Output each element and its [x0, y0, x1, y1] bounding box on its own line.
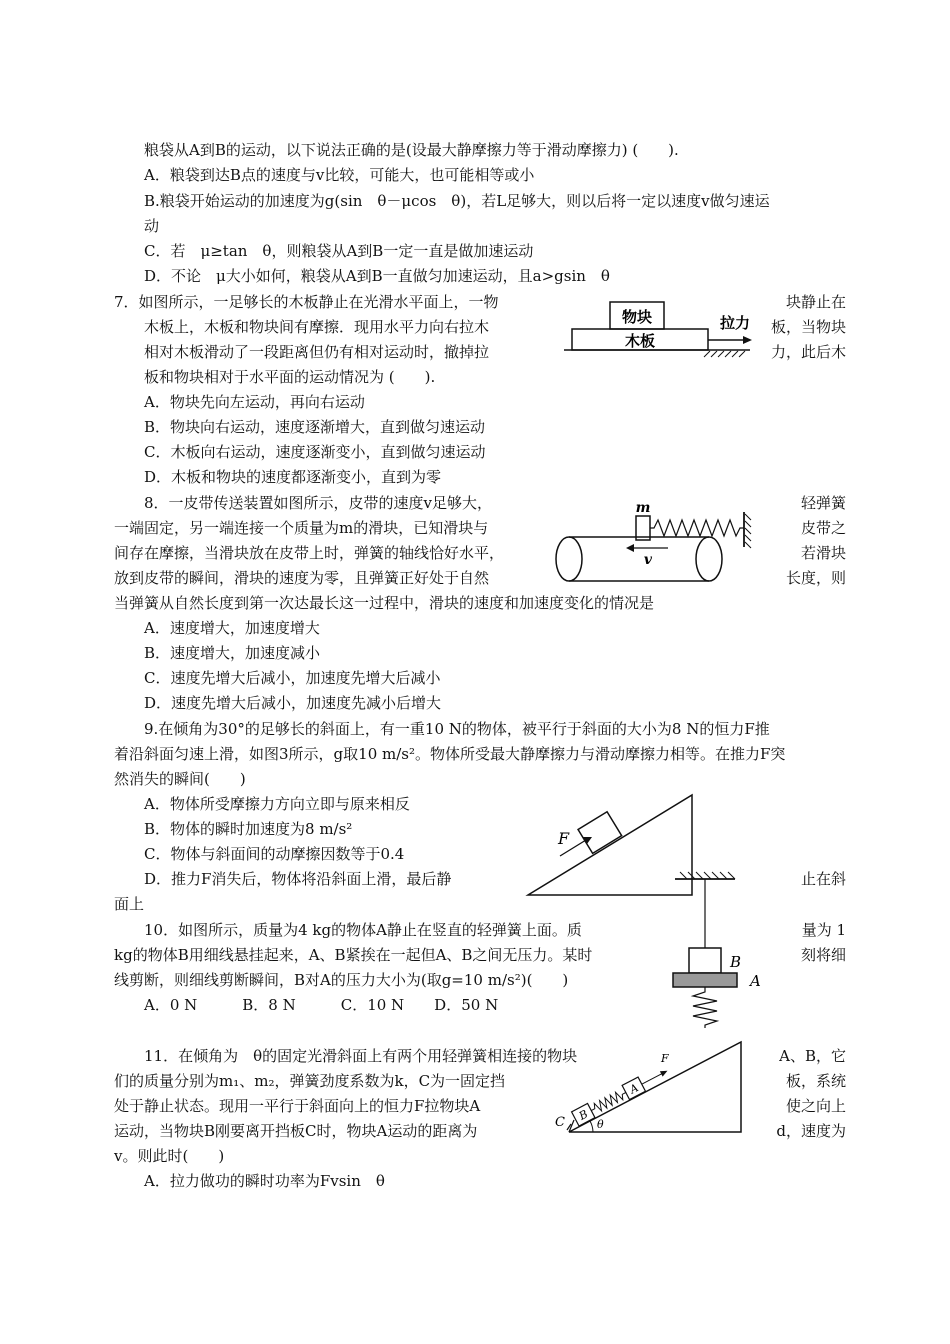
q11-force-arrow: [660, 1068, 669, 1077]
q7-line-4: 板和物块相对于水平面的运动情况为 ( ).: [144, 368, 436, 386]
q10-line-2-right: 刻将细: [800, 946, 846, 964]
q8-velocity-arrow: [626, 544, 634, 552]
q7-line-2: 木板上，木板和物块间有摩擦．现用水平力向右拉木: [144, 318, 490, 336]
q11-label-f: F: [661, 1052, 669, 1065]
q6-option-d: D．不论 μ大小如何，粮袋从A到B一直做匀加速运动，且a>gsin θ: [144, 267, 610, 285]
q11-label-b: B: [576, 1107, 591, 1123]
q8-line-2-right: 皮带之: [800, 519, 846, 537]
q9-line-3: 然消失的瞬间( ): [114, 770, 246, 788]
q6-option-c: C．若 μ≥tan θ，则粮袋从A到B一定一直是做加速运动: [144, 242, 534, 260]
q10-options: A．0 N B．8 N C．10 N D．50 N: [144, 996, 499, 1014]
q7-line-2-right: 板，当物块: [770, 318, 846, 336]
q9-option-d-right: 止在斜: [800, 870, 846, 888]
q10-line-1: 10．如图所示，质量为4 kg的物体A静止在竖直的轻弹簧上面。质: [144, 921, 582, 939]
q9-option-d: D．推力F消失后，物体将沿斜面上滑，最后静: [144, 870, 452, 888]
q7-block-label: 物块: [621, 308, 653, 326]
q8-roller-left: [556, 537, 582, 581]
q11-line-1: 11．在倾角为 θ的固定光滑斜面上有两个用轻弹簧相连接的物块: [144, 1047, 578, 1065]
q7-line-3: 相对木板滑动了一段距离但仍有相对运动时，撤掉拉: [144, 343, 490, 361]
q11-line-3-right: 使之向上: [785, 1097, 846, 1115]
q8-line-1: 8．一皮带传送装置如图所示，皮带的速度v足够大，: [144, 494, 493, 512]
q10-block-b: [689, 948, 721, 973]
q10-line-2: kg的物体B用细线悬挂起来，A、B紧挨在一起但A、B之间无压力。某时: [114, 946, 593, 964]
q9-option-c: C．物体与斜面间的动摩擦因数等于0.4: [144, 845, 405, 863]
q10-block-a: [673, 973, 737, 987]
q9-block: [578, 812, 622, 854]
q8-velocity-label: v: [643, 552, 653, 568]
q11-label-a: A: [627, 1081, 641, 1097]
q6-stem: 粮袋从A到B的运动，以下说法正确的是(设最大静摩擦力等于滑动摩擦力) ( ).: [144, 141, 679, 159]
q8-line-3: 间存在摩擦，当滑块放在皮带上时，弹簧的轴线恰好水平，: [114, 544, 505, 562]
q9-option-b: B．物体的瞬时加速度为8 m/s²: [144, 820, 353, 838]
q7-option-a: A．物块先向左运动，再向右运动: [144, 393, 365, 411]
q6-option-b: B.粮袋开始运动的加速度为g(sin θ－μcos θ)，若L足够大，则以后将一定以速度v做匀速运: [144, 192, 770, 210]
q8-spring: [650, 520, 744, 536]
q11-option-a: A．拉力做功的瞬时功率为Fvsin θ: [144, 1172, 385, 1190]
q7-board-label: 木板: [624, 332, 656, 350]
q10-line-3: 线剪断，则细线剪断瞬间，B对A的压力大小为(取g=10 m/s²)( ): [114, 971, 569, 989]
q6-option-a: A．粮袋到达B点的速度与v比较，可能大，也可能相等或小: [144, 166, 535, 184]
q7-option-d: D．木板和物块的速度都逐渐变小，直到为零: [144, 468, 442, 486]
q11-line-4-right: d，速度为: [776, 1122, 846, 1140]
q10-label-b: B: [730, 953, 742, 971]
q11-angle-arc: [590, 1121, 593, 1132]
q7-force-label: 拉力: [719, 314, 751, 332]
q8-option-d: D．速度先增大后减小，加速度先减小后增大: [144, 694, 442, 712]
q8-option-c: C．速度先增大后减小，加速度先增大后减小: [144, 669, 441, 687]
q7-option-b: B．物块向右运动，速度逐渐增大，直到做匀速运动: [144, 418, 486, 436]
q6-option-b-wrap: 动: [144, 217, 160, 235]
q7-figure: [560, 300, 760, 362]
q8-line-4-right: 长度，则: [785, 569, 846, 587]
q10-line-1-right: 量为 1: [801, 921, 846, 939]
q8-mass-label: m: [635, 500, 651, 516]
q7-line-1-right: 块静止在: [785, 293, 846, 311]
q11-line-1-right: A、B，它: [779, 1047, 846, 1065]
q7-line-3-right: 力，此后木: [770, 343, 846, 361]
q8-line-2: 一端固定，另一端连接一个质量为m的滑块，已知滑块与: [114, 519, 489, 537]
q11-line-2: 们的质量分别为m₁、m₂，弹簧劲度系数为k，C为一固定挡: [114, 1072, 506, 1090]
q11-line-3: 处于静止状态。现用一平行于斜面向上的恒力F拉物块A: [114, 1097, 481, 1115]
q9-line-2: 着沿斜面匀速上滑，如图3所示，g取10 m/s²。物体所受最大静摩擦力与滑动摩擦力相等。在推力F突: [114, 745, 786, 763]
q7-line-1: 7．如图所示，一足够长的木板静止在光滑水平面上，一物: [114, 293, 499, 311]
q8-line-4: 放到皮带的瞬间，滑块的速度为零，且弹簧正好处于自然: [114, 569, 490, 587]
q8-option-b: B．速度增大，加速度减小: [144, 644, 321, 662]
q11-line-5: v。则此时( ): [114, 1147, 225, 1165]
q11-label-theta: θ: [597, 1118, 604, 1131]
q7-force-arrow: [743, 336, 752, 344]
q11-incline: [569, 1042, 741, 1132]
q8-option-a: A．速度增大，加速度增大: [144, 619, 320, 637]
q11-figure: [555, 1040, 755, 1140]
q8-line-5: 当弹簧从自然长度到第一次达最长这一过程中，滑块的速度和加速度变化的情况是: [114, 594, 655, 612]
q7-option-c: C．木板向右运动，速度逐渐变小，直到做匀速运动: [144, 443, 486, 461]
q10-spring: [693, 987, 717, 1028]
q10-label-a: A: [750, 972, 761, 990]
q9-force-label: F: [558, 829, 570, 848]
q9-option-a: A．物体所受摩擦力方向立即与原来相反: [144, 795, 410, 813]
q9-line-end: 面上: [114, 895, 145, 913]
q8-line-3-right: 若滑块: [800, 544, 846, 562]
q11-line-2-right: 板，系统: [785, 1072, 846, 1090]
q8-figure: [550, 497, 765, 587]
q8-roller-right: [696, 537, 722, 581]
q11-label-c: C: [555, 1115, 565, 1130]
q8-line-1-right: 轻弹簧: [800, 494, 846, 512]
q11-line-4: 运动，当物块B刚要离开挡板C时，物块A运动的距离为: [114, 1122, 478, 1140]
q10-figure: [660, 870, 770, 1030]
q9-line-1: 9.在倾角为30°的足够长的斜面上，有一重10 N的物体，被平行于斜面的大小为8 N的恒力F推: [144, 720, 770, 738]
